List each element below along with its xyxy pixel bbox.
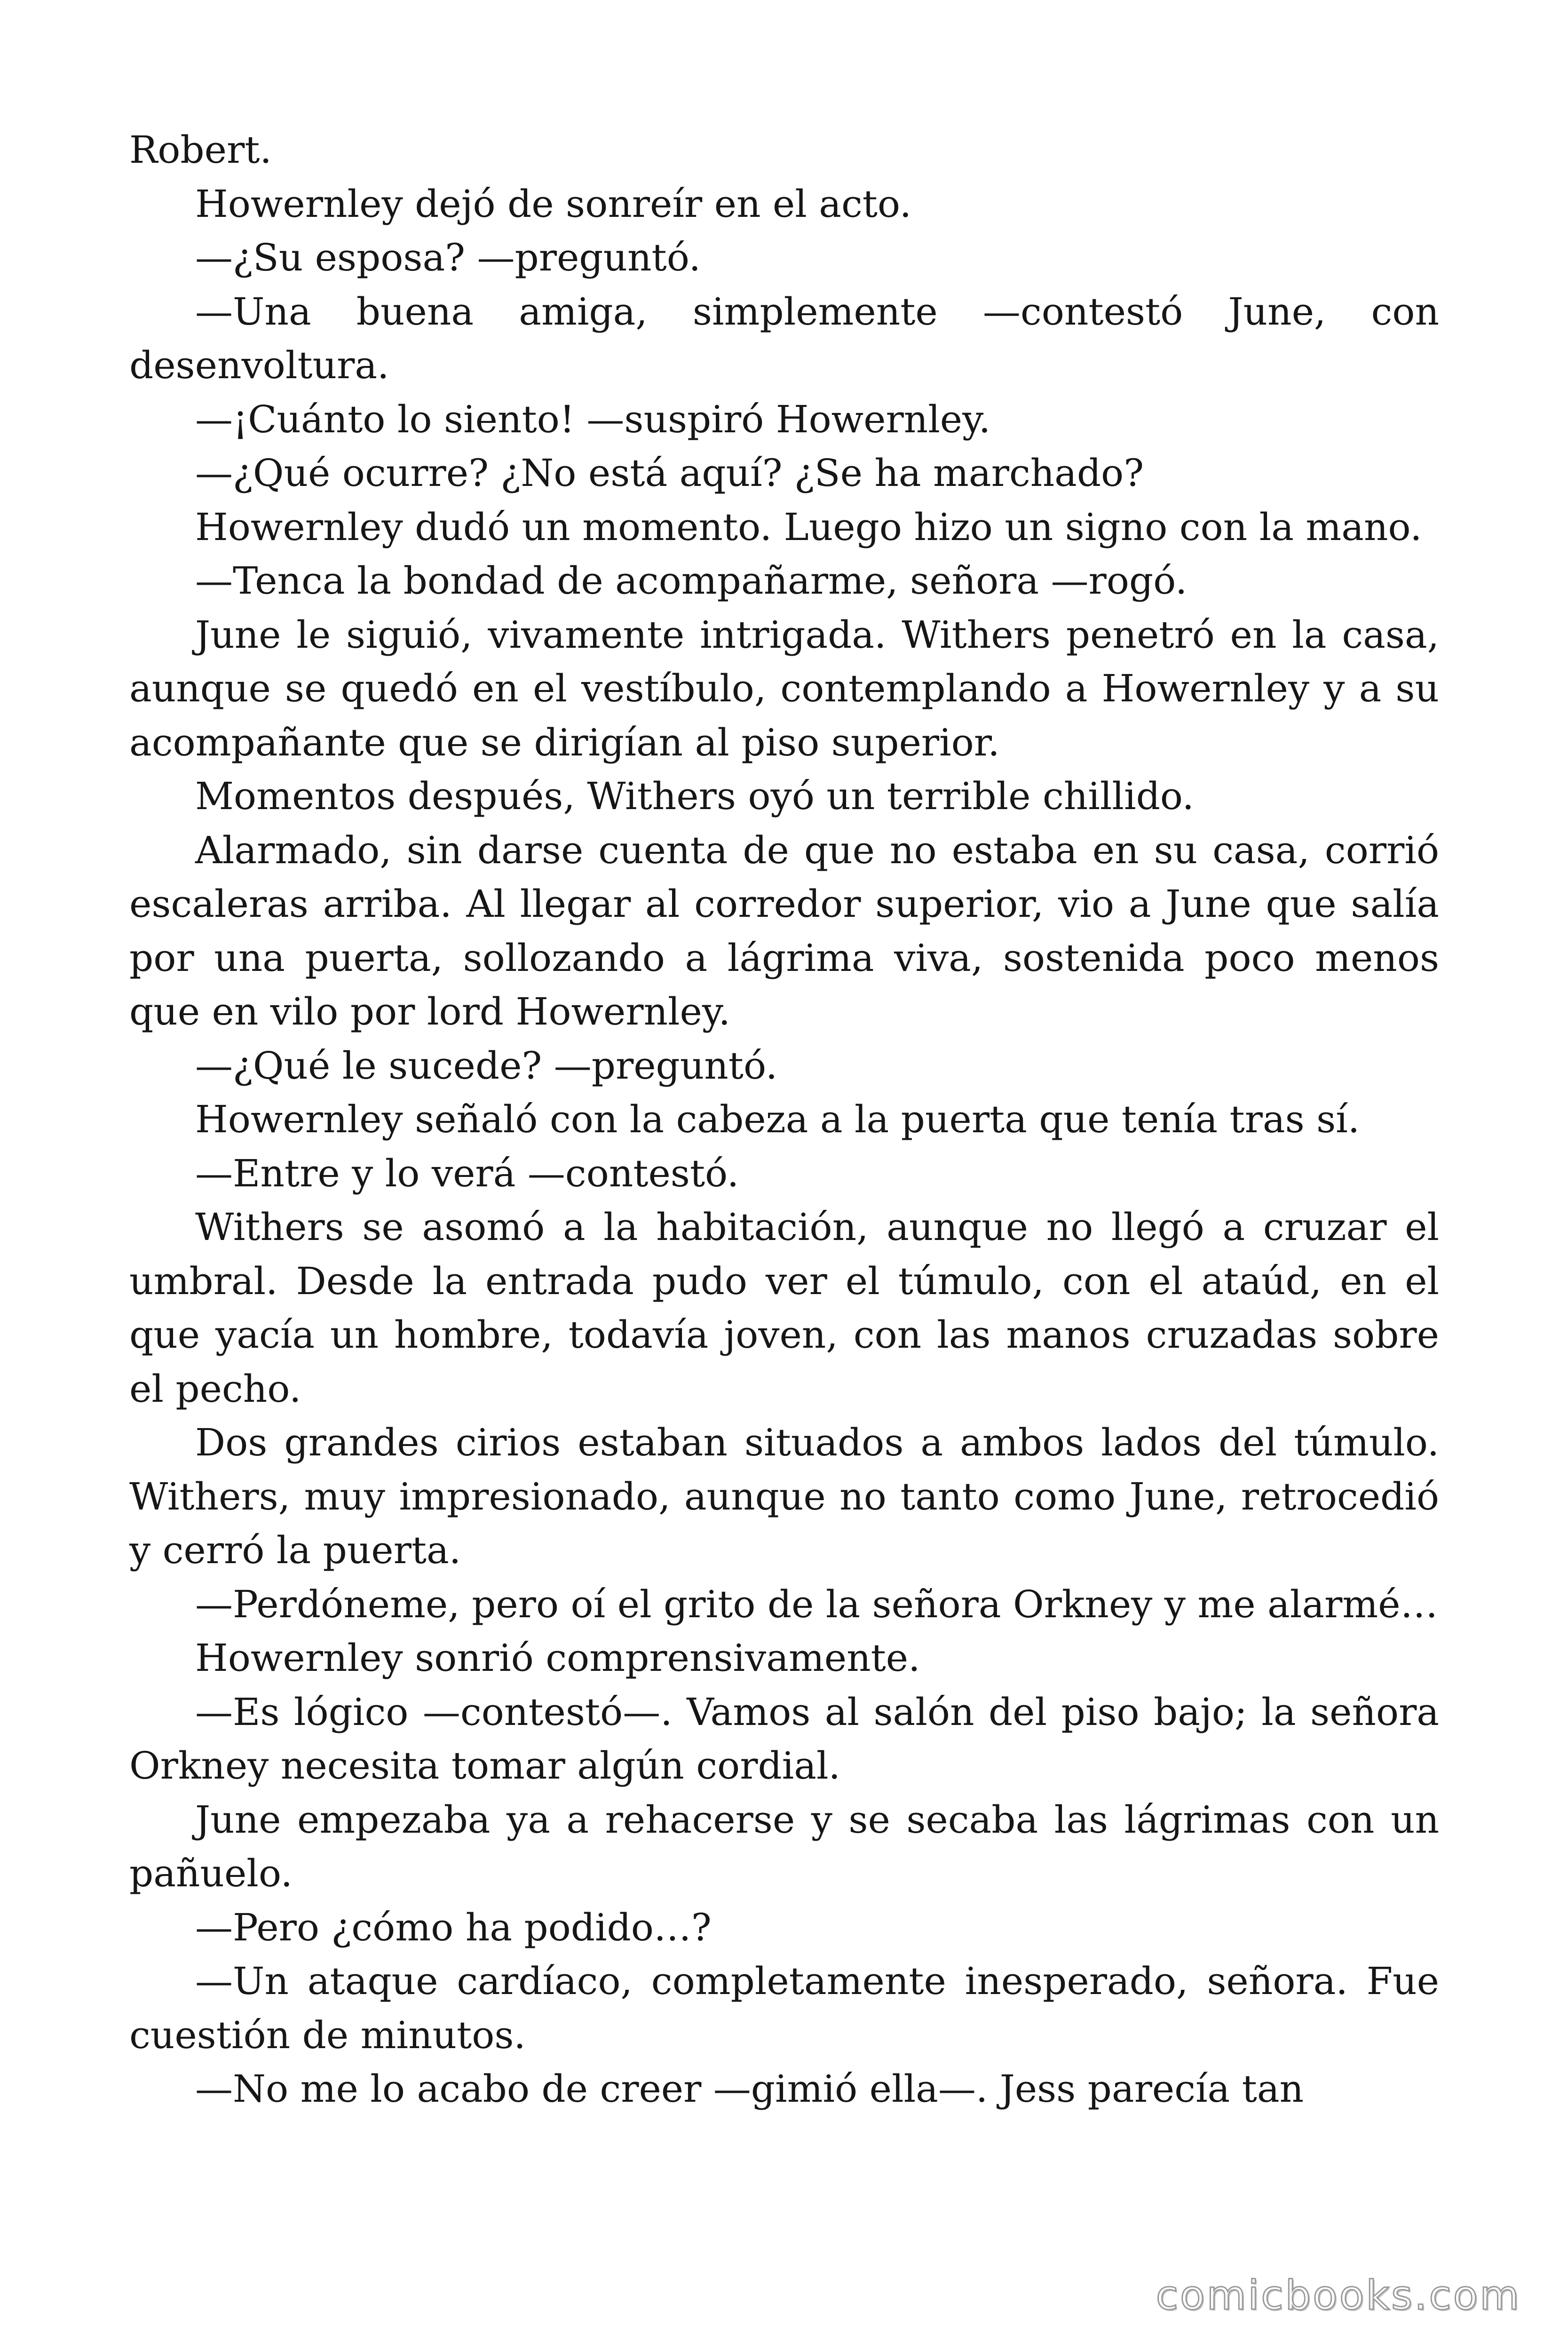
paragraph-12: —¿Qué le sucede? —preguntó. xyxy=(195,1043,778,1088)
paragraph-7: Howernley dudó un momento. Luego hizo un signo con la mano. xyxy=(195,505,1422,549)
paragraph-5: —¡Cuánto lo siento! —suspiró Howernley. xyxy=(195,397,991,441)
paragraph-9: June le siguió, vivamente intrigada. Withers penetró en la casa, aunque se quedó en el vestíbulo, contemplando a Howernley y a su acompañante que se dirigían al piso superior. xyxy=(129,612,1439,764)
paragraph-8: —Tenca la bondad de acompañarme, señora —rogó. xyxy=(195,559,1188,603)
paragraph-11: Alarmado, sin darse cuenta de que no estaba en su casa, corrió escaleras arriba. Al llegar al corredor superior, vio a June que salía por una puerta, sollozando a lágrima viva, sostenida poco menos que en vilo por lord Howernley. xyxy=(129,828,1439,1033)
paragraph-14: —Entre y lo verá —contestó. xyxy=(195,1151,739,1195)
paragraph-15: Withers se asomó a la habitación, aunque no llegó a cruzar el umbral. Desde la entrada pudo ver el túmulo, con el ataúd, en el que yacía un hombre, todavía joven, con las manos cruzadas sobre el pecho. xyxy=(129,1205,1439,1411)
paragraph-23: —No me lo acabo de creer —gimió ella—. Jess parecía tan xyxy=(195,2067,1304,2111)
paragraph-3: —¿Su esposa? —preguntó. xyxy=(195,236,701,279)
paragraph-4: —Una buena amiga, simplemente —contestó June, con desenvoltura. xyxy=(129,289,1439,387)
book-page-text xyxy=(129,123,1439,2116)
paragraph-13: Howernley señaló con la cabeza a la puerta que tenía tras sí. xyxy=(195,1097,1360,1141)
paragraph-18: Howernley sonrió comprensivamente. xyxy=(195,1636,920,1680)
paragraph-6: —¿Qué ocurre? ¿No está aquí? ¿Se ha marchado? xyxy=(195,451,1144,495)
paragraph-21: —Pero ¿cómo ha podido…? xyxy=(195,1905,712,1949)
site-watermark: comicbooks.com xyxy=(1156,2272,1521,2319)
paragraph-10: Momentos después, Withers oyó un terrible chillido. xyxy=(195,774,1194,818)
paragraph-22: —Un ataque cardíaco, completamente inesperado, señora. Fue cuestión de minutos. xyxy=(129,1959,1439,2057)
paragraph-2: Howernley dejó de sonreír en el acto. xyxy=(195,182,912,226)
paragraph-17: —Perdóneme, pero oí el grito de la señora Orkney y me alarmé… xyxy=(195,1582,1438,1626)
paragraph-16: Dos grandes cirios estaban situados a ambos lados del túmulo. Withers, muy impresionado, aunque no tanto como June, retrocedió y cerró la puerta. xyxy=(129,1421,1439,1572)
paragraph-1: Robert. xyxy=(129,128,272,172)
paragraph-19: —Es lógico —contestó—. Vamos al salón del piso bajo; la señora Orkney necesita tomar algún cordial. xyxy=(129,1690,1439,1788)
paragraph-20: June empezaba ya a rehacerse y se secaba las lágrimas con un pañuelo. xyxy=(129,1797,1439,1895)
